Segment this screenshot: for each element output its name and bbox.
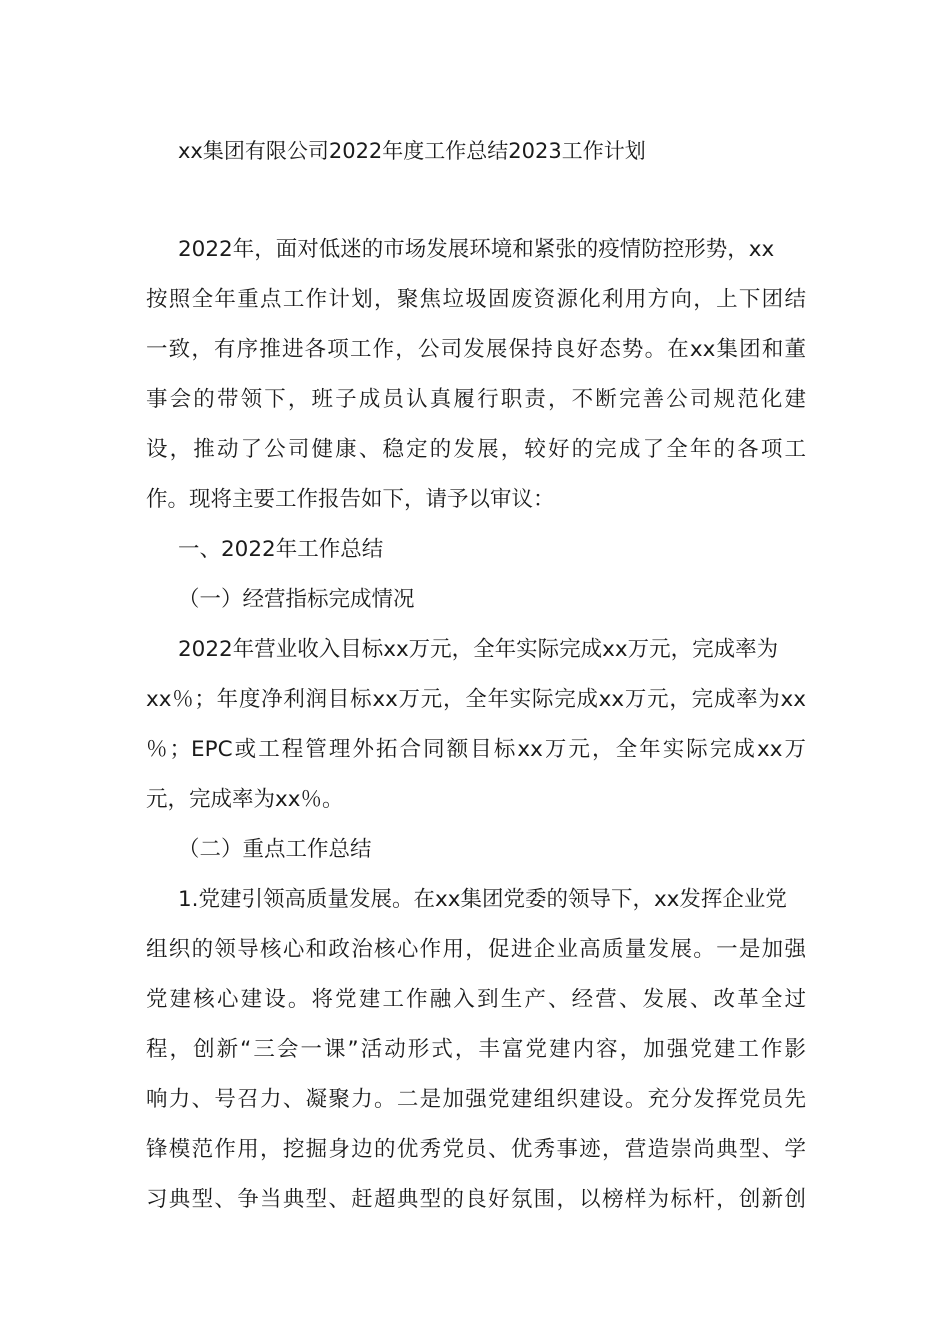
text-line: 作。现将主要工作报告如下，请予以审议：	[146, 487, 555, 512]
document-title: xx集团有限公司2022年度工作总结2023工作计划	[178, 139, 646, 163]
text-line: 锋模范作用，挖掘身边的优秀党员、优秀事迹，营造崇尚典型、学	[146, 1137, 806, 1162]
text-line: 2022年营业收入目标xx万元，全年实际完成xx万元，完成率为	[178, 637, 779, 662]
text-line: 习典型、争当典型、赶超典型的良好氛围，以榜样为标杆，创新创	[146, 1187, 806, 1212]
text-line: 组织的领导核心和政治核心作用，促进企业高质量发展。一是加强	[146, 937, 806, 962]
text-line: 事会的带领下，班子成员认真履行职责，不断完善公司规范化建	[146, 387, 806, 412]
text-line: 响力、号召力、凝聚力。二是加强党建组织建设。充分发挥党员先	[146, 1087, 806, 1112]
text-line: 1.党建引领高质量发展。在xx集团党委的领导下，xx发挥企业党	[178, 887, 787, 912]
section-heading: 一、2022年工作总结	[178, 537, 384, 562]
text-line: 党建核心建设。将党建工作融入到生产、经营、发展、改革全过	[146, 987, 806, 1012]
text-line: 2022年，面对低迷的市场发展环境和紧张的疫情防控形势，xx	[178, 237, 775, 262]
text-line: 程，创新“三会一课”活动形式，丰富党建内容，加强党建工作影	[146, 1037, 806, 1062]
text-line: xx％；年度净利润目标xx万元，全年实际完成xx万元，完成率为xx	[146, 687, 806, 712]
subsection-heading: （二）重点工作总结	[178, 837, 372, 862]
text-line: 一致，有序推进各项工作，公司发展保持良好态势。在xx集团和董	[146, 337, 806, 362]
subsection-heading: （一）经营指标完成情况	[178, 587, 415, 612]
text-line: 元，完成率为xx％。	[146, 787, 344, 812]
text-line: 设，推动了公司健康、稳定的发展，较好的完成了全年的各项工	[146, 437, 806, 462]
text-line: ％；EPC或工程管理外拓合同额目标xx万元，全年实际完成xx万	[146, 737, 806, 762]
text-line: 按照全年重点工作计划，聚焦垃圾固废资源化利用方向，上下团结	[146, 287, 806, 312]
